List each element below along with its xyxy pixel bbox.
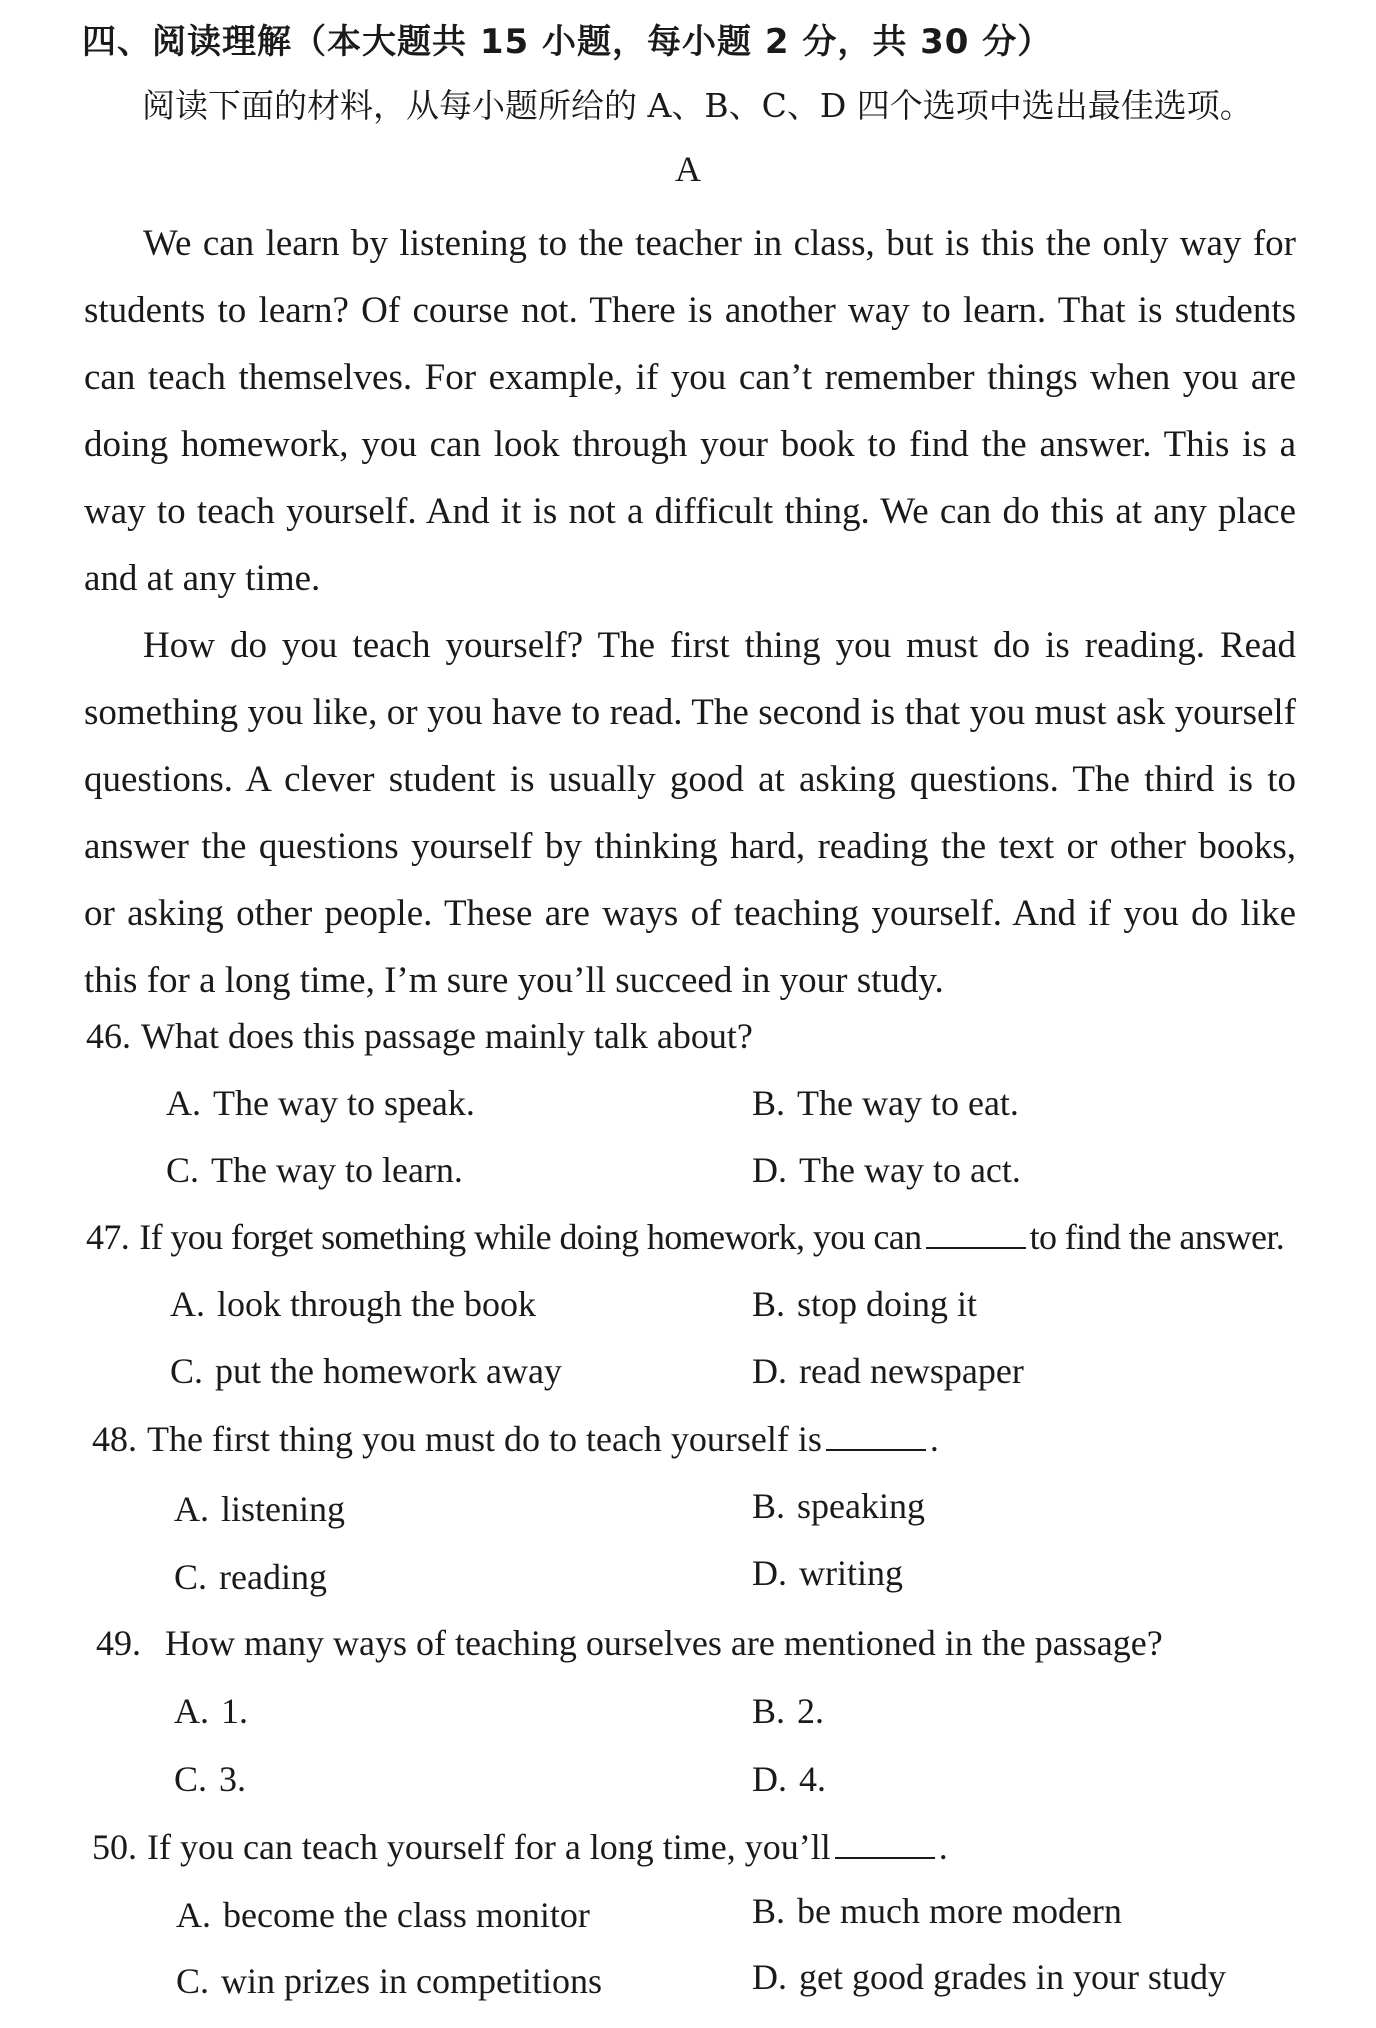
- option-text: The way to act.: [799, 1150, 1021, 1190]
- option-text: 4.: [799, 1759, 826, 1799]
- question-text-after: .: [929, 1419, 939, 1459]
- option-text: The way to eat.: [797, 1083, 1019, 1123]
- option-a[interactable]: [170, 1283, 536, 1325]
- question-number: 47.: [86, 1217, 130, 1257]
- passage-paragraph-1: We can learn by listening to the teacher in class, but is this the only way for students to learn? Of course not. There is another way to learn. That is students can teach themselves. For example, if you can’t remember things when you are doing homework, you can look through your book to find the answer. This is a way to teach yourself. And it is not a difficult thing. We can do this at any place and at any time.: [84, 223, 1296, 599]
- option-c[interactable]: [176, 1960, 602, 2002]
- option-letter: B.: [752, 1891, 786, 1931]
- option-text: The way to speak.: [213, 1083, 475, 1123]
- option-letter: C.: [174, 1759, 208, 1799]
- option-a[interactable]: [174, 1690, 248, 1732]
- option-c[interactable]: [174, 1758, 246, 1800]
- option-letter: C.: [174, 1557, 208, 1597]
- option-letter: D.: [752, 1553, 787, 1593]
- option-letter: A.: [174, 1489, 209, 1529]
- option-text: speaking: [797, 1486, 925, 1526]
- option-text: put the homework away: [215, 1351, 562, 1391]
- option-letter: C.: [176, 1961, 210, 2001]
- option-text: look through the book: [217, 1284, 536, 1324]
- option-letter: B.: [752, 1691, 786, 1731]
- question-stem: [86, 1216, 1284, 1258]
- question-stem: [96, 1622, 1163, 1664]
- option-c[interactable]: [170, 1350, 562, 1392]
- option-b[interactable]: [752, 1485, 925, 1527]
- option-letter: B.: [752, 1083, 786, 1123]
- answer-blank[interactable]: [826, 1419, 926, 1451]
- option-letter: C.: [170, 1351, 204, 1391]
- option-text: 1.: [221, 1691, 248, 1731]
- option-text: get good grades in your study: [799, 1957, 1226, 1997]
- option-b[interactable]: [752, 1890, 1122, 1932]
- option-c[interactable]: [174, 1556, 327, 1598]
- option-d[interactable]: [752, 1350, 1024, 1392]
- answer-blank[interactable]: [835, 1827, 935, 1859]
- option-b[interactable]: [752, 1690, 824, 1732]
- section-instruction: 阅读下面的材料，从每小题所给的 A、B、C、D 四个选项中选出最佳选项。: [142, 86, 1253, 125]
- question-number: 50.: [92, 1827, 137, 1867]
- option-b[interactable]: [752, 1082, 1019, 1124]
- question-text: What does this passage mainly talk about?: [141, 1016, 753, 1056]
- option-text: stop doing it: [797, 1284, 978, 1324]
- option-a[interactable]: [166, 1082, 475, 1124]
- option-letter: D.: [752, 1957, 787, 1997]
- question-stem: [92, 1826, 948, 1868]
- option-a[interactable]: [176, 1894, 590, 1936]
- option-d[interactable]: [752, 1758, 826, 1800]
- option-text: be much more modern: [797, 1891, 1122, 1931]
- passage-title: A: [675, 149, 701, 189]
- section-header: 四、阅读理解（本大题共 15 小题，每小题 2 分，共 30 分）: [82, 22, 1053, 62]
- option-letter: A.: [174, 1691, 209, 1731]
- option-text: 3.: [219, 1759, 247, 1799]
- question-stem: [92, 1418, 939, 1460]
- question-text: If you can teach yourself for a long time, you’ll: [147, 1827, 831, 1867]
- option-letter: A.: [166, 1083, 201, 1123]
- question-number: 49.: [96, 1623, 141, 1663]
- option-letter: B.: [752, 1486, 786, 1526]
- option-letter: C.: [166, 1150, 200, 1190]
- option-d[interactable]: [752, 1149, 1021, 1191]
- option-c[interactable]: [166, 1149, 463, 1191]
- question-text: How many ways of teaching ourselves are mentioned in the passage?: [165, 1623, 1163, 1663]
- option-text: become the class monitor: [223, 1895, 590, 1935]
- option-text: reading: [219, 1557, 327, 1597]
- option-text: listening: [221, 1489, 345, 1529]
- option-letter: A.: [176, 1895, 211, 1935]
- option-text: read newspaper: [799, 1351, 1024, 1391]
- option-text: 2.: [797, 1691, 825, 1731]
- question-number: 46.: [86, 1016, 131, 1056]
- option-d[interactable]: [752, 1552, 903, 1594]
- question-text-after: to find the answer.: [1029, 1217, 1285, 1257]
- option-letter: D.: [752, 1759, 787, 1799]
- option-letter: B.: [752, 1284, 786, 1324]
- answer-blank[interactable]: [926, 1217, 1026, 1249]
- reading-passage: [84, 210, 1296, 1014]
- question-text: The first thing you must do to teach yourself is: [147, 1419, 822, 1459]
- option-text: win prizes in competitions: [221, 1961, 602, 2001]
- question-number: 48.: [92, 1419, 137, 1459]
- option-text: The way to learn.: [211, 1150, 463, 1190]
- question-stem: [86, 1015, 753, 1057]
- passage-paragraph-2: How do you teach yourself? The first thing you must do is reading. Read something you like, or you have to read. The second is that you must ask yourself questions. A clever student is usually good at asking questions. The third is to answer the questions yourself by thinking hard, reading the text or other books, or asking other people. These are ways of teaching yourself. And if you do like this for a long time, I’m sure you’ll succeed in your study.: [84, 625, 1296, 1001]
- option-letter: D.: [752, 1150, 787, 1190]
- question-text: If you forget something while doing homework, you can: [139, 1217, 922, 1257]
- option-letter: A.: [170, 1284, 205, 1324]
- question-text-after: .: [938, 1827, 948, 1867]
- option-b[interactable]: [752, 1283, 977, 1325]
- option-d[interactable]: [752, 1956, 1226, 1998]
- option-letter: D.: [752, 1351, 787, 1391]
- option-text: writing: [799, 1553, 903, 1593]
- option-a[interactable]: [174, 1488, 345, 1530]
